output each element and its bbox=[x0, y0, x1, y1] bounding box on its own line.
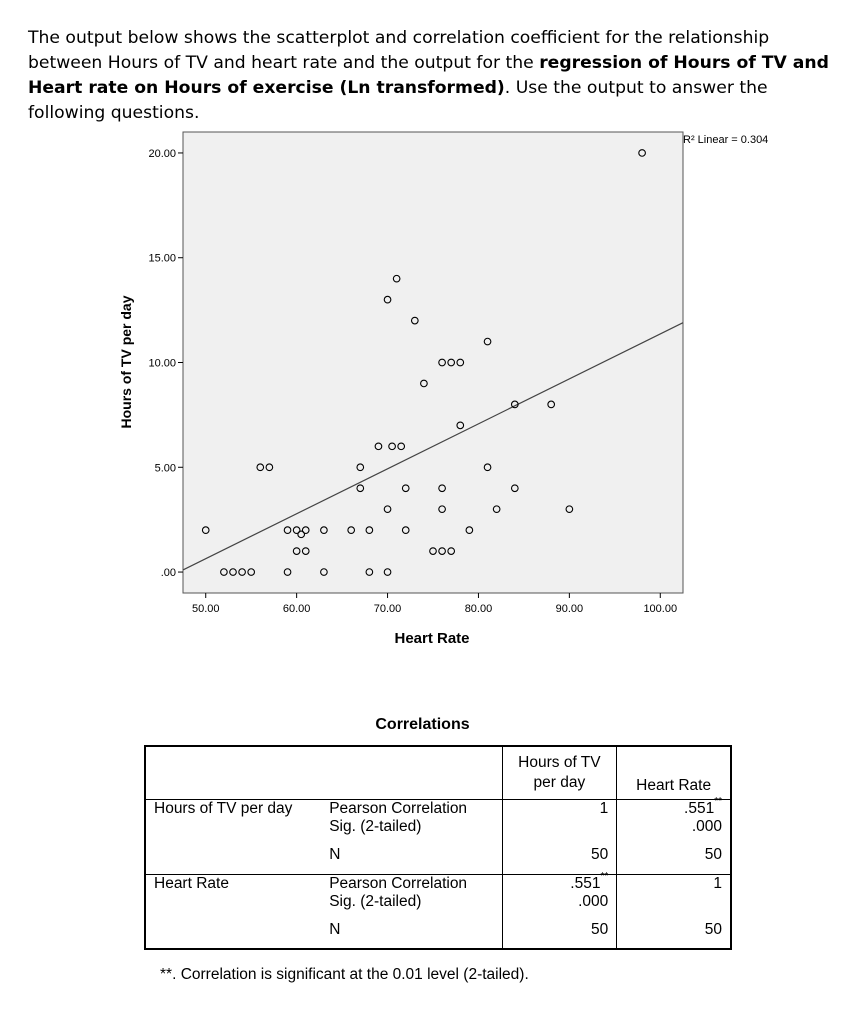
cell-value: 50 bbox=[704, 846, 722, 863]
cell-number: .551 bbox=[570, 874, 601, 892]
y-tick-label: .00 bbox=[160, 567, 176, 580]
y-axis-label: Hours of TV per day bbox=[118, 295, 134, 429]
cell-value: 50 bbox=[704, 920, 722, 938]
significance-mark: ** bbox=[600, 870, 609, 882]
row-variable: Heart Rate bbox=[154, 874, 229, 892]
cell-value bbox=[502, 870, 617, 893]
y-tick-label: 5.00 bbox=[154, 462, 176, 475]
cell-value: .000 bbox=[691, 818, 722, 835]
plot-area bbox=[183, 132, 683, 593]
cell-value: 50 bbox=[502, 846, 617, 874]
cell-value: 1 bbox=[713, 874, 722, 892]
row-variable: Hours of TV per day bbox=[154, 800, 293, 817]
header-heart-rate: Heart Rate bbox=[636, 777, 712, 794]
cell-number: .551 bbox=[684, 800, 715, 817]
footnote-mark: **. bbox=[160, 966, 177, 983]
intro-part2: . Use the output to answer the following questions. bbox=[28, 78, 768, 123]
stat-label: N bbox=[321, 921, 502, 949]
x-tick-label: 60.00 bbox=[282, 603, 311, 615]
stat-label: Pearson Correlation bbox=[321, 800, 502, 819]
stat-label: Sig. (2-tailed) bbox=[321, 818, 502, 846]
significance-mark: ** bbox=[714, 796, 722, 807]
intro-bold: regression of Hours of TV and Heart rate on Hours of exercise (Ln transformed) bbox=[28, 53, 829, 98]
stat-label: Pearson Correlation bbox=[321, 874, 502, 893]
cell-value bbox=[617, 796, 731, 819]
intro-part1: The output below shows the scatterplot and correlation coefficient for the relationship between Hours of TV and heart rate and the output for the bbox=[28, 28, 770, 73]
cell-value bbox=[502, 818, 617, 846]
stat-label: Sig. (2-tailed) bbox=[321, 893, 502, 921]
footnote bbox=[160, 966, 529, 984]
r2-label: R² Linear = 0.304 bbox=[683, 134, 769, 146]
cell-value: .000 bbox=[502, 893, 617, 921]
x-axis-label: Heart Rate bbox=[394, 630, 470, 647]
y-tick-label: 10.00 bbox=[148, 357, 176, 370]
footnote-text: Correlation is significant at the 0.01 level (2-tailed). bbox=[180, 966, 529, 983]
table-row bbox=[145, 800, 731, 819]
cell-value: 1 bbox=[502, 800, 617, 819]
y-tick-label: 20.00 bbox=[148, 147, 176, 160]
x-tick-label: 50.00 bbox=[191, 603, 220, 615]
x-ticks bbox=[192, 593, 677, 615]
table-row bbox=[145, 874, 731, 893]
x-tick-label: 80.00 bbox=[464, 603, 493, 615]
x-tick-label: 70.00 bbox=[373, 603, 402, 615]
x-tick-label: 90.00 bbox=[555, 603, 584, 615]
correlations-table bbox=[144, 745, 732, 950]
y-tick-label: 15.00 bbox=[148, 252, 176, 265]
table-header-row bbox=[145, 746, 731, 800]
stat-label: N bbox=[321, 846, 502, 874]
x-tick-label: 100.00 bbox=[643, 603, 678, 615]
correlations-title: Correlations bbox=[375, 716, 470, 733]
y-ticks bbox=[148, 148, 183, 579]
header-hours-tv: Hours of TV per day bbox=[502, 746, 617, 800]
cell-value bbox=[617, 893, 731, 921]
cell-value: 50 bbox=[502, 921, 617, 949]
